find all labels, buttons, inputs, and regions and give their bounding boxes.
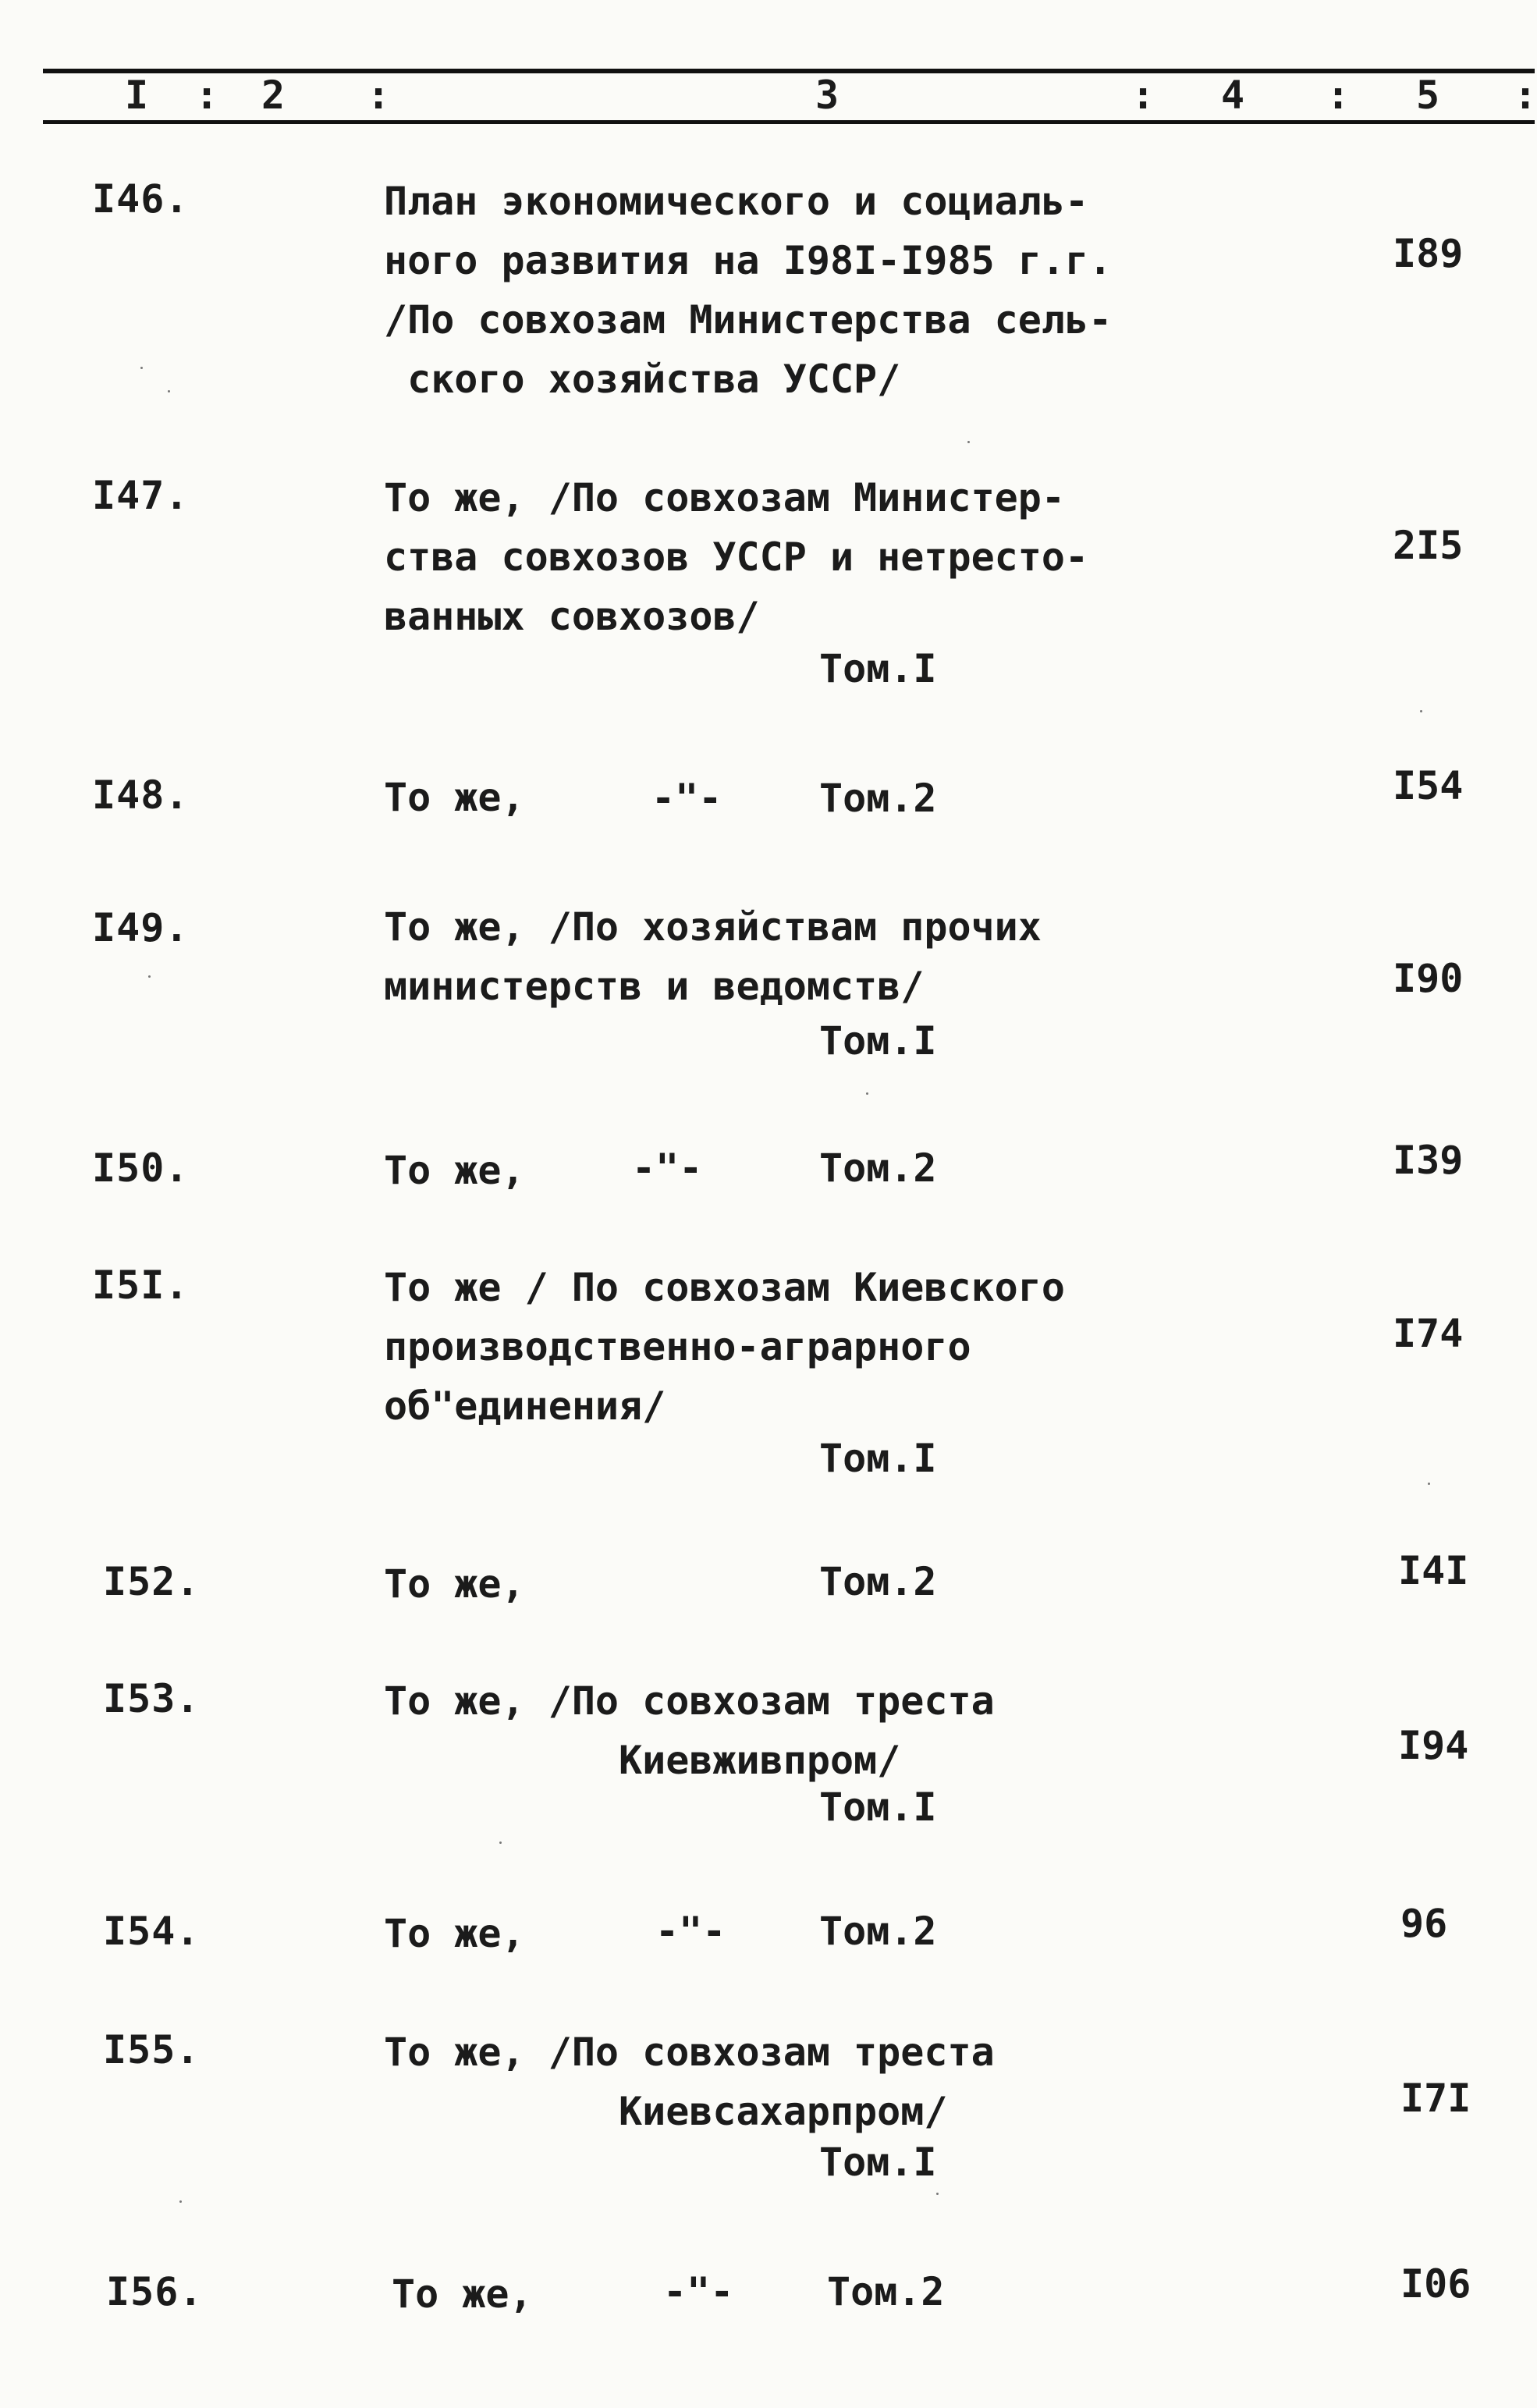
description-line: То же, (384, 775, 525, 820)
scan-speck (1420, 710, 1422, 712)
volume-label: Том.2 (819, 1909, 937, 1954)
description-line: То же, (384, 1911, 525, 1956)
entry-number: I53. (103, 1676, 201, 1721)
volume-label: Том.2 (827, 2269, 945, 2314)
entry-description (384, 172, 1164, 409)
header-bottom-rule (43, 120, 1535, 124)
column-header-5: 5 (1416, 73, 1440, 118)
volume-label: Том.2 (819, 1145, 937, 1191)
sheet-count: I06 (1400, 2261, 1471, 2307)
volume-label: Том.I (819, 2140, 937, 2185)
ditto-mark: -"- (632, 1145, 703, 1191)
scan-speck (967, 441, 970, 443)
entry-description (384, 1671, 1164, 1790)
entry-number: I56. (106, 2269, 204, 2314)
description-line: ского хозяйства УССР/ (384, 357, 901, 402)
description-line: ванных совхозов/ (384, 594, 760, 639)
column-header-4: 4 (1221, 73, 1245, 118)
entry-number: I50. (92, 1145, 190, 1191)
sheet-count: I74 (1393, 1311, 1464, 1356)
column-header-1: I (125, 73, 149, 118)
description-line: /По совхозам Министерства сель- (384, 297, 1113, 343)
sheet-count: 2I5 (1393, 523, 1464, 568)
description-line: производственно-аграрного (384, 1324, 971, 1369)
description-line: министерств и ведомств/ (384, 964, 925, 1009)
entry-description (384, 768, 1164, 827)
sheet-count: I89 (1393, 231, 1464, 276)
scan-speck (499, 1842, 502, 1844)
sheet-count: I90 (1393, 956, 1464, 1001)
description-line: Киевсахарпром/ (384, 2089, 948, 2134)
entry-description (384, 1141, 1164, 1200)
entry-number: I55. (103, 2027, 201, 2072)
column-separator: : (1326, 73, 1351, 118)
volume-label: Том.2 (819, 776, 937, 821)
sheet-count: 96 (1400, 1901, 1448, 1946)
entry-number: I5I. (92, 1263, 190, 1308)
description-line: План экономического и социаль- (384, 179, 1089, 224)
column-separator: : (1131, 73, 1155, 118)
entry-number: I46. (92, 176, 190, 222)
description-line: Киевживпром/ (384, 1738, 901, 1783)
description-line: То же / По совхозам Киевского (384, 1265, 1065, 1310)
scan-speck (168, 390, 170, 392)
description-line: ства совхозов УССР и нетресто- (384, 535, 1089, 580)
volume-label: Том.I (819, 646, 937, 691)
sheet-count: I94 (1398, 1723, 1469, 1768)
scan-speck (140, 367, 143, 369)
column-separator: : (1514, 73, 1537, 118)
column-separator: : (195, 73, 219, 118)
sheet-count: I54 (1393, 763, 1464, 808)
scan-speck (1428, 1483, 1430, 1485)
entry-description (392, 2264, 1172, 2324)
description-line: То же, /По совхозам треста (384, 2030, 995, 2075)
entry-description (384, 2023, 1164, 2141)
scan-speck (866, 1092, 868, 1095)
sheet-count: I39 (1393, 1138, 1464, 1183)
description-line: ного развития на I98I-I985 г.г. (384, 238, 1113, 283)
description-line: То же, (392, 2271, 533, 2317)
column-header-3: 3 (815, 73, 839, 118)
entry-description (384, 1258, 1164, 1436)
entry-description (384, 1904, 1164, 1963)
volume-label: Том.I (819, 1018, 937, 1064)
ditto-mark: -"- (651, 776, 722, 821)
description-line: То же, (384, 1148, 525, 1193)
ditto-mark: -"- (663, 2269, 734, 2314)
description-line: То же, /По хозяйствам прочих (384, 904, 1042, 950)
column-header-2: 2 (261, 73, 286, 118)
volume-label: Том.I (819, 1436, 937, 1481)
scan-speck (936, 2193, 939, 2195)
sheet-count: I4I (1398, 1548, 1469, 1593)
entry-number: I47. (92, 473, 190, 518)
entry-number: I54. (103, 1909, 201, 1954)
entry-description (384, 897, 1164, 1016)
scan-speck (148, 975, 151, 978)
entry-number: I48. (92, 772, 190, 818)
volume-label: Том.2 (819, 1559, 937, 1604)
column-separator: : (367, 73, 391, 118)
entry-number: I49. (92, 905, 190, 950)
entry-number: I52. (103, 1559, 201, 1604)
description-line: об"единения/ (384, 1383, 666, 1429)
ditto-mark: -"- (655, 1909, 726, 1954)
scan-speck (179, 2200, 182, 2203)
description-line: То же, /По совхозам треста (384, 1678, 995, 1724)
description-line: То же, /По совхозам Министер- (384, 475, 1065, 520)
volume-label: Том.I (819, 1785, 937, 1830)
sheet-count: I7I (1400, 2076, 1471, 2121)
entry-description (384, 468, 1164, 646)
description-line: То же, (384, 1561, 525, 1607)
entry-description (384, 1554, 1164, 1614)
